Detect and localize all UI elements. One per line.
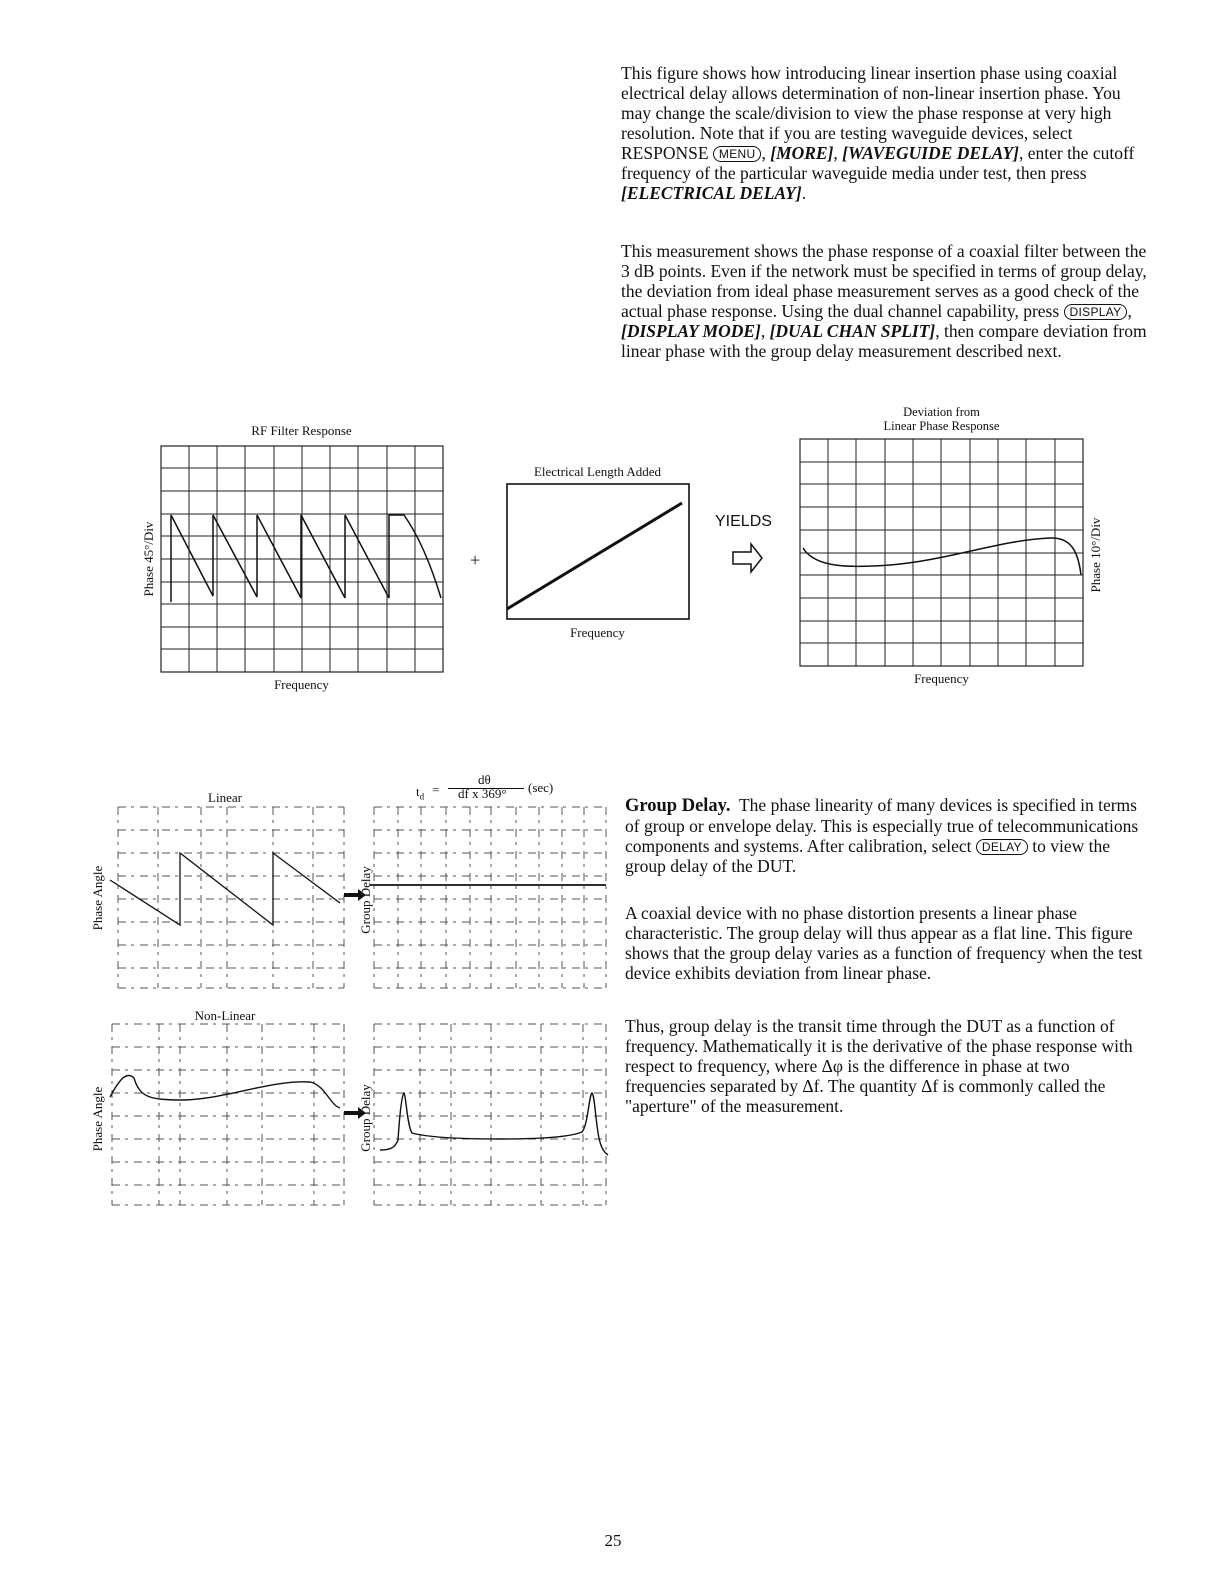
linear-phase-trace [110,853,340,925]
group-delay-p1-text-b: to view the group delay of the DUT. [625,836,1110,876]
linear-delay-grid [374,807,606,988]
formula-lhs: $t_d$ [416,784,425,802]
intro-p2-softkey-mode: [DISPLAY MODE] [621,321,761,341]
formula-denominator: df x 369° [458,786,507,801]
intro-paragraph-2: This measurement shows the phase response of a coaxial filter between the 3 dB points. Even if the network must be specified in terms of group delay, the deviation from ideal phase measurement serves as a good check of the actual phase response. Using the dual channel capability, press DISPLAY , [DISPLAY MODE], [DUAL CHAN SPLIT], then compare deviation from linear phase with the group delay measurement described next. [621,241,1147,361]
group-delay-paragraph-2: A coaxial device with no phase distortion presents a linear phase characteristic. The group delay will thus appear as a flat line. This figure shows that the group delay varies as a function of frequency when the test device exhibits deviation from linear phase. [625,903,1143,983]
dev-ylabel: Phase 10°/Div [1088,517,1103,593]
linear-delay-ylabel: Group Delay [358,866,373,934]
nonlinear-delay-grid [374,1024,606,1205]
rf-ylabel: Phase 45°/Div [141,521,156,597]
group-delay-heading: Group Delay. [625,796,731,816]
yields-label: YIELDS [715,513,772,530]
nonlinear-phase-grid [112,1024,344,1205]
nonlinear-phase-trace [110,1075,340,1108]
el-xlabel: Frequency [570,625,625,640]
linear-phase-ylabel: Phase Angle [90,865,105,931]
nonlinear-title: Non-Linear [194,1008,256,1023]
delay-key: DELAY [976,839,1028,855]
formula-unit: (sec) [528,780,554,795]
menu-key: MENU [713,146,762,162]
intro-p1-softkey-electrical: [ELECTRICAL DELAY] [621,183,802,203]
page-number: 25 [604,1531,622,1550]
linear-title: Linear [208,790,242,805]
intro-p2-text-a: This measurement shows the phase response of a coaxial filter between the 3 dB points. Even if the network must be specified in terms of group delay, the deviation from ideal phase measurement serves as a good check of the actual phase response. Using the dual channel capability, press [621,241,1147,321]
intro-p1-softkey-waveguide: [WAVEGUIDE DELAY] [842,143,1019,163]
intro-p1-text-d: enter the cutoff frequency of the particular waveguide media under test, then press [621,143,1135,183]
formula-eq: = [432,782,440,797]
intro-p2-text-d: then compare deviation from linear phase with the group delay measurement described next. [621,321,1147,361]
intro-paragraph-1: This figure shows how introducing linear insertion phase using coaxial electrical delay allows determination of non-linear insertion phase. You may change the scale/division to view the phase response at very high resolution. Note that if you are testing waveguide devices, select RESPONSE MENU , [MORE], [WAVEGUIDE DELAY], enter the cutoff frequency of the particular waveguide media under test, then press [ELECTRICAL DELAY]. [621,63,1135,203]
group-delay-p1-text-a: The phase linearity of many devices is specified in terms of group or envelope delay. This is especially true of telecommunications components and systems. After calibration, select [625,795,1139,856]
rf-title: RF Filter Response [251,423,352,438]
group-delay-paragraph-1 [625,795,1147,876]
rf-xlabel: Frequency [274,677,329,692]
nonlinear-phase-ylabel: Phase Angle [90,1086,105,1152]
dev-title-1: Deviation from [903,405,980,419]
formula-numerator: dθ [478,772,491,787]
nonlinear-delay-trace [380,1093,608,1155]
el-title: Electrical Length Added [533,464,662,479]
dev-xlabel: Frequency [914,671,969,686]
dev-title-2: Linear Phase Response [883,419,1000,433]
plus-sign: + [470,550,481,570]
intro-p1-text-a: This figure shows how introducing linear insertion phase using coaxial electrical delay allows determination of non-linear insertion phase. You may change the scale/division to view the phase response at very high resolution. Note that if you are testing waveguide devices, select RESPONSE [621,63,1121,163]
linear-phase-grid [118,807,344,988]
nonlinear-delay-ylabel: Group Delay [358,1084,373,1152]
group-delay-paragraph-3: Thus, group delay is the transit time through the DUT as a function of frequency. Mathematically it is the derivative of the phase response with respect to frequency, where Δφ is the difference in phase at two frequencies separated by Δf. The quantity Δf is commonly called the "aperture" of the measurement. [625,1016,1133,1116]
intro-p2-softkey-split: [DUAL CHAN SPLIT] [769,321,936,341]
intro-p1-softkey-more: [MORE] [770,143,834,163]
display-key: DISPLAY [1064,304,1128,320]
